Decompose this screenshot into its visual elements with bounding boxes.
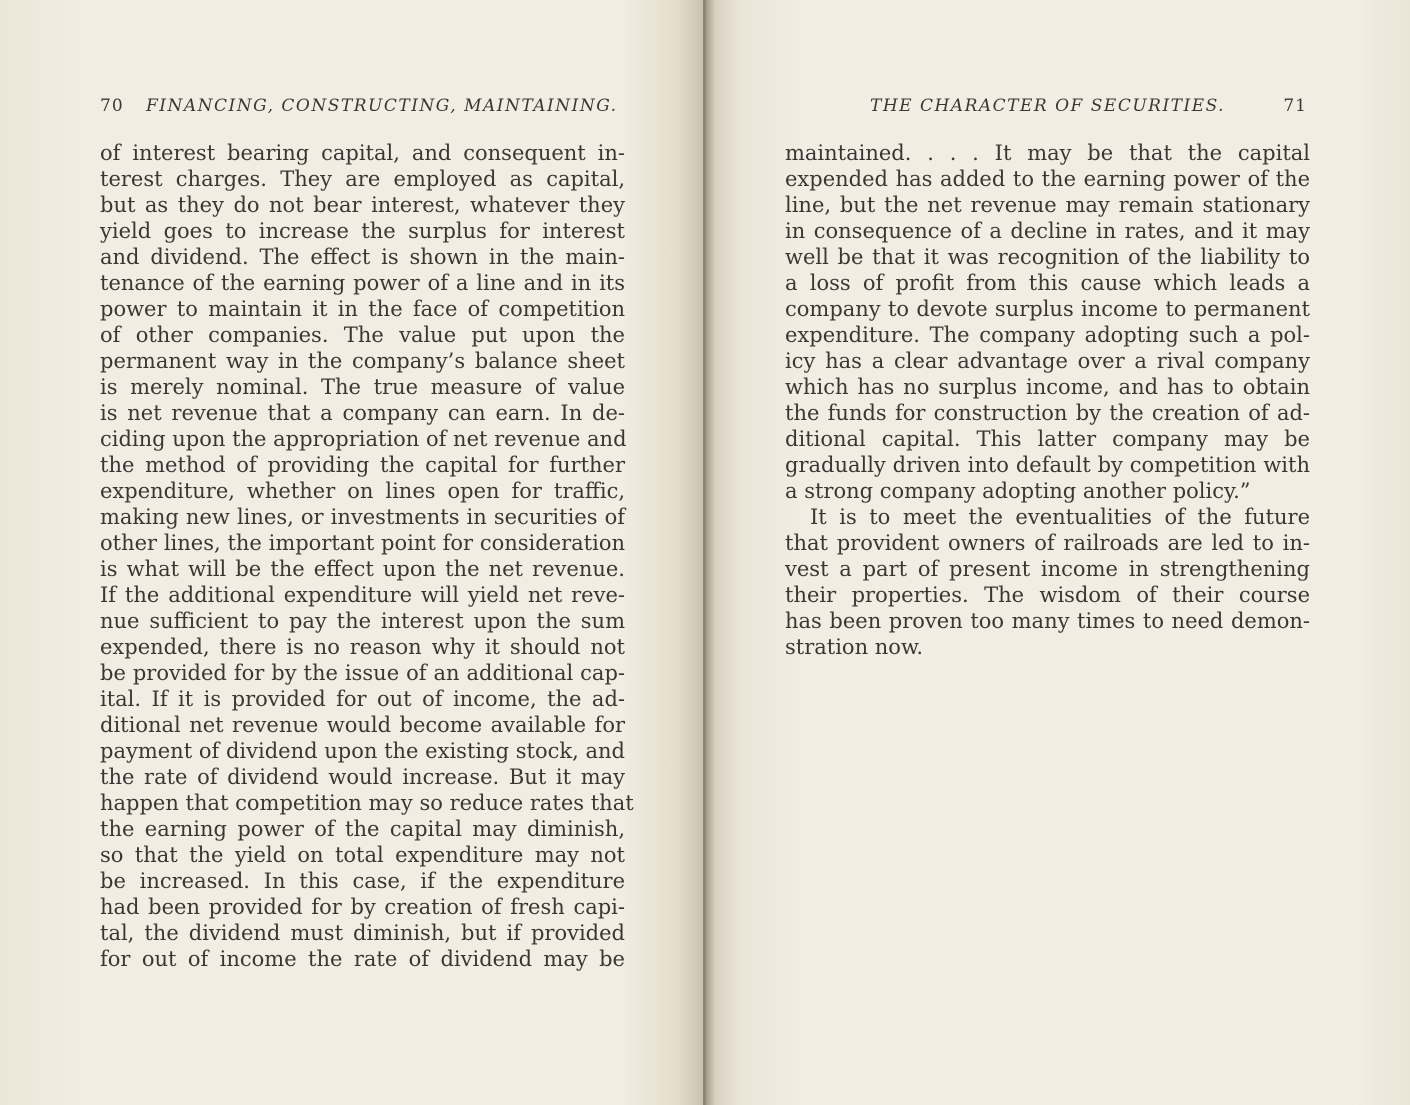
text-line: is merely nominal. The true measure of value xyxy=(100,375,625,399)
text-line: a strong company adopting another policy.” xyxy=(785,479,1251,503)
text-line: in consequence of a decline in rates, and it may xyxy=(785,219,1310,243)
text-line: stration now. xyxy=(785,635,924,659)
text-line: tenance of the earning power of a line and in its xyxy=(100,271,625,295)
text-line: expended, there is no reason why it should not xyxy=(100,635,625,659)
left-page-number: 70 xyxy=(100,96,124,116)
text-line: of other companies. The value put upon the xyxy=(100,323,625,347)
left-running-title: FINANCING, CONSTRUCTING, MAINTAINING. xyxy=(146,96,618,116)
text-line: ciding upon the appropriation of net revenue and xyxy=(100,427,627,451)
text-line: for out of income the rate of dividend may be xyxy=(100,947,625,971)
text-line: payment of dividend upon the existing stock, and xyxy=(100,739,625,763)
text-line: their properties. The wisdom of their course xyxy=(785,583,1310,607)
text-line: a loss of profit from this cause which leads a xyxy=(785,271,1310,295)
text-line: but as they do not bear interest, whatever they xyxy=(100,193,625,217)
text-line: had been provided for by creation of fresh capi- xyxy=(100,895,625,919)
text-line: permanent way in the company’s balance sheet xyxy=(100,349,625,373)
right-running-head xyxy=(785,96,1307,126)
text-line: maintained. . . . It may be that the capital xyxy=(785,141,1310,165)
text-line: which has no surplus income, and has to obtain xyxy=(785,375,1310,399)
right-running-title: THE CHARACTER OF SECURITIES. xyxy=(870,96,1226,116)
text-line: icy has a clear advantage over a rival company xyxy=(785,349,1310,373)
text-line: the rate of dividend would increase. But it may xyxy=(100,765,625,789)
text-line: is net revenue that a company can earn. In de- xyxy=(100,401,625,425)
text-line: is what will be the effect upon the net revenue. xyxy=(100,557,625,581)
text-line: be increased. In this case, if the expenditure xyxy=(100,869,625,893)
text-line: ditional capital. This latter company may be xyxy=(785,427,1310,451)
text-line: gradually driven into default by competition with xyxy=(785,453,1310,477)
right-body-text xyxy=(785,140,1310,660)
text-line: power to maintain it in the face of competition xyxy=(100,297,625,321)
text-line: nue sufficient to pay the interest upon the sum xyxy=(100,609,625,633)
text-line: company to devote surplus income to permanent xyxy=(785,297,1310,321)
text-line: other lines, the important point for consideration xyxy=(100,531,625,555)
text-line: that provident owners of railroads are led to in- xyxy=(785,531,1310,555)
text-line: It is to meet the eventualities of the future xyxy=(810,505,1310,529)
text-line: If the additional expenditure will yield net reve- xyxy=(100,583,625,607)
text-line: expenditure. The company adopting such a pol- xyxy=(785,323,1310,347)
left-body-text xyxy=(100,140,634,972)
text-line: tal, the dividend must diminish, but if provided xyxy=(100,921,625,945)
text-line: be provided for by the issue of an additional cap- xyxy=(100,661,625,685)
text-line: so that the yield on total expenditure may not xyxy=(100,843,625,867)
book-gutter xyxy=(703,0,706,1105)
text-line: line, but the net revenue may remain stationary xyxy=(785,193,1310,217)
text-line: and dividend. The effect is shown in the main- xyxy=(100,245,625,269)
text-line: the method of providing the capital for further xyxy=(100,453,625,477)
text-line: ital. If it is provided for out of income, the ad- xyxy=(100,687,625,711)
right-page-number: 71 xyxy=(1283,96,1307,116)
text-line: has been proven too many times to need demon- xyxy=(785,609,1310,633)
text-line: making new lines, or investments in securities of xyxy=(100,505,625,529)
text-line: the earning power of the capital may diminish, xyxy=(100,817,625,841)
text-line: expenditure, whether on lines open for traffic, xyxy=(100,479,625,503)
right-page xyxy=(705,0,1410,1105)
text-line: ditional net revenue would become available for xyxy=(100,713,625,737)
text-line: vest a part of present income in strengthening xyxy=(785,557,1310,581)
text-line: of interest bearing capital, and consequent in- xyxy=(100,141,625,165)
text-line: yield goes to increase the surplus for interest xyxy=(100,219,625,243)
text-line: expended has added to the earning power of the xyxy=(785,167,1310,191)
text-line: well be that it was recognition of the liability to xyxy=(785,245,1310,269)
left-running-head xyxy=(100,96,625,126)
text-line: the funds for construction by the creation of ad- xyxy=(785,401,1310,425)
text-line: terest charges. They are employed as capital, xyxy=(100,167,625,191)
text-line: happen that competition may so reduce rates that xyxy=(100,791,634,815)
